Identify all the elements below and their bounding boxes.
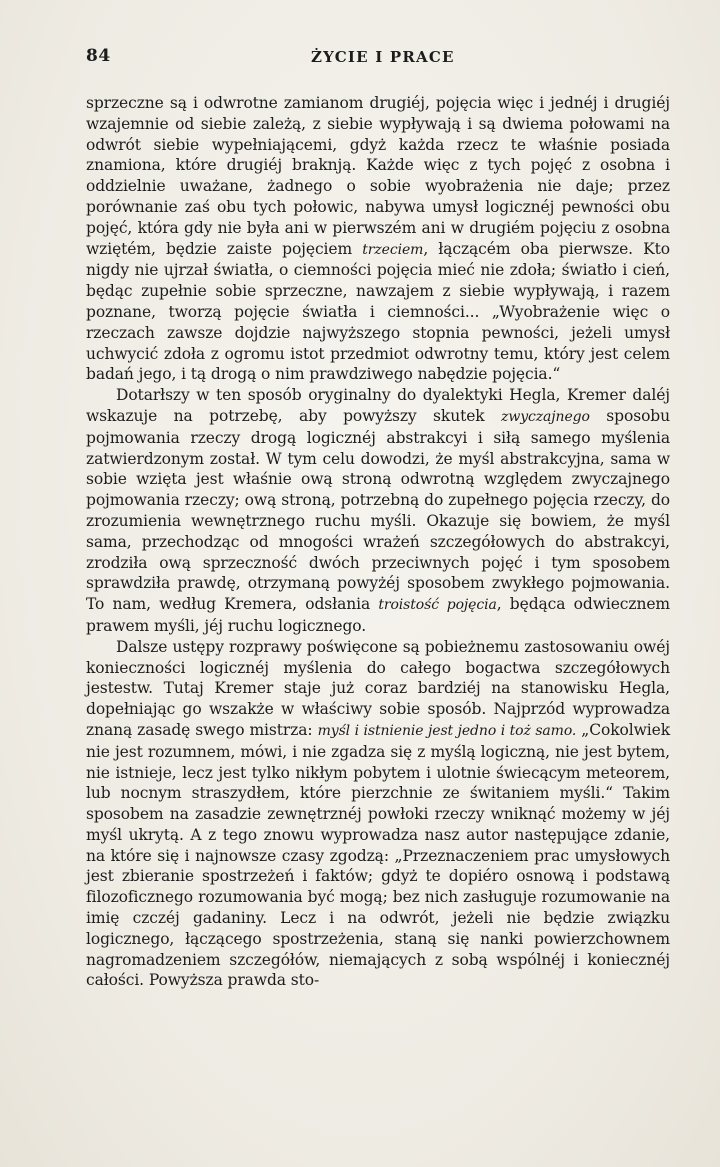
running-title: ŻYCIE I PRACE [311,48,455,66]
page-header [86,44,670,72]
italic-quote-mysl-i-istnienie: myśl i istnienie jest jedno i toż samo. [317,722,577,739]
paragraph-1-text-2: , łączącém oba pierwsze. Kto nigdy nie ujrzał światła, o ciemności pojęcia mieć nie zdoła; światło i cień, będąc zupełnie sobie sprzeczne, nawzajem z siebie wypływają, i razem poznane, tworzą pojęcie światła i ciemności... „Wyobrażenie więc o rzeczach zawsze dojdzie najwyższego stopnia pewności, jeżeli umysł uchwycić zdoła z ogromu istot przedmiot odwrotny temu, który jest celem badań jego, i tą drogą o nim prawdziwego nabędzie pojęcia.“ [86,239,671,384]
paragraph-2-text-1: Dotarłszy w ten sposób oryginalny do dyalektyki Hegla, Kremer daléj wskazuje na potrzebę, aby powyższy skutek [86,386,670,425]
italic-term-trzeciem: trzeciem [362,241,424,258]
paragraph-2-text-2: sposobu pojmowania rzeczy drogą logicznéj abstrakcyi i siłą samego myślenia zatwierdzonym został. W tym celu dowodzi, że myśl abstrakcyjna, sama w sobie wzięta jest właśnie ową stroną odwrotną względem zwyczajnego pojmowania rzeczy; ową stroną, potrzebną do zupełnego pojęcia rzeczy, do zrozumienia wewnętrznego ruchu myśli. Okazuje się bowiem, że myśl sama, przechodząc od mnogości wrażeń szczegółowych do abstrakcyi, zrodziła ową sprzeczność dwóch przeciwnych pojęć i tym sposobem sprawdziła prawdę, otrzymaną powyżéj sposobem zwykłego pojmowania. To nam, według Kremera, odsłania [86,406,670,614]
italic-term-zwyczajnego: zwyczajnego [501,408,590,425]
paragraph-2 [86,385,670,637]
body-text [86,93,670,991]
paragraph-3 [86,637,670,992]
paragraph-2-text-3: , będąca odwiecznem prawem myśli, jéj ruchu logicznego. [86,595,670,635]
italic-term-troistosc-pojecia: troistość pojęcia [378,597,497,614]
paragraph-3-text-2: „Cokolwiek nie jest rozumnem, mówi, i nie zgadza się z myślą logiczną, nie jest bytem, nie istnieje, lecz jest tylko nikłym pobytem i ulotnie świecącym meteorem, lub nocnym straszydłem, które pierzchnie ze świtaniem myśli.“ Takim sposobem na zasadzie zewnętrznéj powłoki rzeczy wniknąć możemy w jéj myśl ukrytą. A z tego znowu wyprowadza nasz autor następujące zdanie, na które się i najnowsze czasy zgodzą: „Przeznaczeniem prac umysłowych jest zbieranie spostrzeżeń i faktów; gdyż te dopiéro osnową i podstawą filozoficznego rozumowania być mogą; bez nich zasługuje rozumowanie na imię czczéj gadaniny. Lecz i na odwrót, jeżeli nie będzie związku logicznego, łączącego spostrzeżenia, staną się nanki powierzchownem nagromadzeniem szczegółów, niemających z sobą wspólnéj i koniecznéj całości. Powyższa prawda sto- [86,720,670,990]
paragraph-3-text-1: Dalsze ustępy rozprawy poświęcone są pobieżnemu zastosowaniu owéj konieczności logicznéj myślenia do całego bogactwa szczegółowych jestestw. Tutaj Kremer staje już coraz bardziéj na stanowisku Hegla, dopełniając go wszakże w właściwy sobie sposób. Najprzód wyprowadza znaną zasadę swego mistrza: [86,637,670,739]
paragraph-1-text-1: sprzeczne są i odwrotne zamianom drugiéj, pojęcia więc i jednéj i drugiéj wzajemnie od siebie zależą, z siebie wypływają i są dwiema połowami na odwrót siebie wypełniającemi, gdyż każda rzecz te właśnie posiada znamiona, które drugiéj braknją. Każde więc z tych pojęć z osobna i oddzielnie uważane, żadnego o sobie wyobrażenia nie daje; przez porównanie zaś obu tych połowic, nabywa umysł logicznéj pewności obu pojęć, która gdy nie była ani w pierwszém ani w drugiém pojęciu z osobna wziętém, będzie zaiste pojęciem [86,94,670,258]
page-number: 84 [86,46,111,66]
paragraph-1 [86,93,670,385]
